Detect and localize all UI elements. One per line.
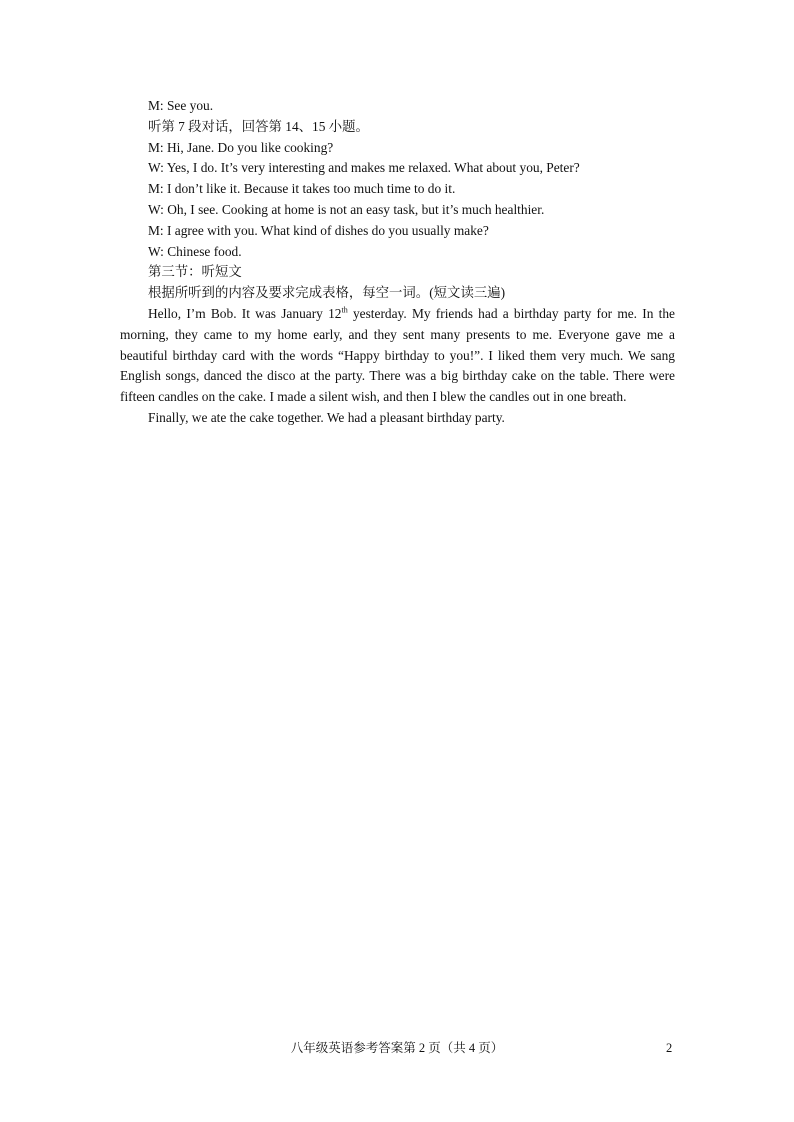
dialogue-line: M: I don’t like it. Because it takes too much time to do it. [148, 181, 456, 197]
dialogue-line: M: See you. [148, 98, 214, 113]
passage-paragraph-2: Finally, we ate the cake together. We had a pleasant birthday party. [148, 409, 505, 425]
page-number: 2 [666, 1041, 673, 1055]
dialogue-line: W: Oh, I see. Cooking at home is not an easy task, but it’s much healthier. [148, 201, 545, 217]
passage-paragraph-1 [120, 304, 675, 408]
section-instruction: 根据所听到的内容及要求完成表格，每空一词。(短文读三遍) [148, 285, 506, 301]
dialogue-line: W: Chinese food. [148, 243, 242, 259]
footer-page-label: 八年级英语参考答案第 2 页（共 4 页） [290, 1041, 504, 1055]
dialogue-line: M: Hi, Jane. Do you like cooking? [148, 139, 334, 155]
ordinal-superscript: th [341, 305, 348, 315]
dialogue-line: W: Yes, I do. It’s very interesting and makes me relaxed. What about you, Peter? [148, 160, 580, 176]
document-body [120, 96, 675, 429]
section-instruction: 听第 7 段对话，回答第 14、15 小题。 [148, 118, 369, 134]
section-heading: 第三节：听短文 [148, 264, 242, 280]
dialogue-line: M: I agree with you. What kind of dishes do you usually make? [148, 222, 489, 238]
passage-text: Hello, I’m Bob. It was January 12 [148, 305, 342, 321]
passage-text: yesterday. My friends had a birthday party for me. In the morning, they came to my home early, and they sent many presents to me. Everyone gave me a beautiful birthday card with the words “Happy birthday to you!”. I liked them very much. We sang English songs, danced the disco at the party. There was a big birthday cake on the table. There were fifteen candles on the cake. I made a silent wish, and then I blew the candles out in one breath. [120, 305, 675, 405]
